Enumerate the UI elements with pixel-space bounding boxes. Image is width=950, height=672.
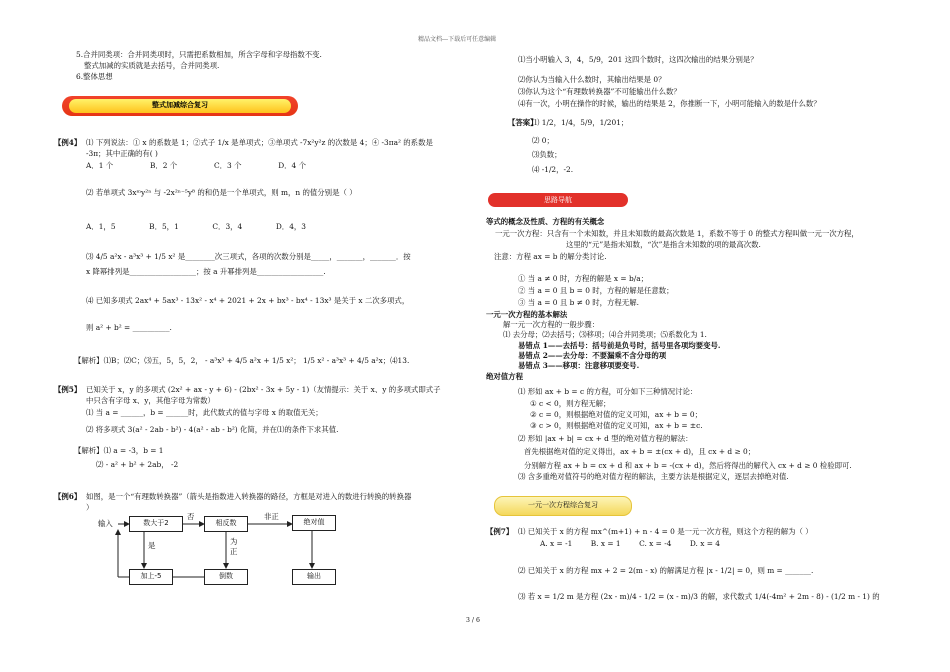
option-d: D．4，3 — [275, 222, 306, 231]
option-c: C．3 个 — [213, 161, 242, 170]
flow-no-label: 否 — [187, 512, 195, 521]
r-e3: 易错点 3——移项：注意移项要变号. — [518, 361, 640, 370]
option-a: A．1 个 — [86, 161, 114, 170]
r-heading-3: 绝对值方程 — [486, 372, 523, 381]
section-banner-equations — [494, 496, 632, 516]
option-d: D．4 个 — [278, 161, 306, 170]
r-p1b: 这里的“元”是指未知数，“次”是指含未知数的项的最高次数. — [566, 240, 761, 249]
r-answer-tag: 【答案】 — [508, 118, 538, 127]
ex5-s2: ⑵ 将多项式 3(a² - 2ab - b²) - 4(a² - ab - b²) 化简，并在⑴的条件下求其值. — [86, 425, 339, 434]
r-e1: 易错点 1——去括号：括号前是负号时，括号里各项均要变号. — [518, 341, 721, 350]
r-q3abs: ⑶ 含多重绝对值符号的绝对值方程的解法，主要方法是根据定义，逐层去掉绝对值. — [518, 472, 789, 481]
r-p3: 解一元一次方程的一般步骤： — [503, 320, 600, 329]
ex5-ans1: 【解析】⑴ a = -3，b = 1 — [74, 446, 164, 455]
r-q2b: 分别解方程 ax + b = cx + d 和 ax + b = -(cx + d)，然后将得出的解代入 cx + d ≥ 0 检验即可. — [524, 461, 852, 470]
banner-title: 整式加减综合复习 — [152, 101, 208, 109]
guide-title: 思路导航 — [544, 196, 572, 204]
ex4-q3b: x 降幂排列是__________________；按 a 升幂排列是__________________. — [86, 267, 326, 276]
r-q2: ⑵你认为当输入什么数时，其输出结果是 0？ — [518, 75, 666, 84]
flow-box-greater-than-2: 数大于2 — [129, 516, 183, 532]
r-q4: ⑷有一次，小明在操作的时候，输出的结果是 2，你推断一下，小明可能输入的数是什么数？ — [518, 99, 821, 108]
ex4-q1b: -3π；其中正确的有( ) — [86, 149, 158, 158]
r-e2: 易错点 2——去分母：不要漏乘不含分母的项 — [518, 351, 667, 360]
ex5-ans2: ⑵ - a² + b² + 2ab， -2 — [96, 460, 179, 469]
r-c3: ③ 当 a = 0 且 b ≠ 0 时，方程无解. — [518, 298, 639, 307]
option-b: B．5，1 — [149, 222, 179, 231]
r-q1: ⑴当小明输入 3，4，5/9，201 这四个数时，这四次输出的结果分别是？ — [518, 55, 758, 64]
r-ans3: ⑶负数； — [532, 150, 562, 159]
option-b: B．2 个 — [149, 161, 178, 170]
ex4-q2: ⑵ 若单项式 3xᵐy²ⁿ 与 -2x²ⁿ⁻⁵y⁸ 的和仍是一个单项式，则 m，n 的值分别是（ ） — [86, 188, 357, 197]
r-ans4: ⑷ -1/2，-2. — [532, 165, 574, 174]
option-c: C. x = -4 — [639, 539, 672, 548]
ex4-q3: ⑶ 4/5 a²x - a³x³ + 1/5 x² 是________次三项式，各项的次数分别是_____，_______，_______．按 — [86, 252, 411, 261]
ex4-answer: 【解析】⑴B；⑵C；⑶五，5，5，2， - a³x³ + 4/5 a²x + 1/5 x²； 1/5 x² - a³x³ + 4/5 a²x；⑷13. — [74, 356, 410, 365]
flow-box-output: 输出 — [292, 569, 336, 585]
ex6-tag: 【例6】 — [54, 492, 82, 501]
r-p1: 一元一次方程：只含有一个未知数，并且未知数的最高次数是 1，系数不等于 0 的整式方程叫做一元一次方程， — [495, 229, 859, 238]
flow-input-label: 输入 — [98, 519, 113, 528]
banner-title: 一元一次方程综合复习 — [528, 501, 598, 509]
flow-box-absolute: 绝对值 — [292, 515, 336, 531]
page-footer: 3 / 6 — [466, 617, 480, 624]
ex7-a: ⑴ 已知关于 x 的方程 mx^(m+1) + n - 4 = 0 是一元一次方程，则这个方程的解为（ ） — [518, 527, 813, 536]
flow-box-opposite: 相反数 — [204, 516, 248, 532]
r-q1b: ② c = 0，则根据绝对值的定义可知，ax + b = 0； — [530, 410, 702, 419]
ex4-q4b: 则 a² + b² = __________. — [86, 323, 172, 332]
flow-box-add-minus5: 加上-5 — [129, 569, 173, 585]
r-q1abs: ⑴ 形如 ax + b = c 的方程，可分如下三种情况讨论： — [518, 387, 698, 396]
ex6-q: 如图，是一个“有理数转换器”（箭头是指数进入转换器的路径，方框是对进入的数进行转换的转换器 — [86, 492, 412, 501]
r-q3: ⑶你认为这个“有理数转换器”不可能输出什么数？ — [518, 87, 681, 96]
r-heading-2: 一元一次方程的基本解法 — [486, 310, 568, 319]
item-5b: 整式加减的实质就是去括号，合并同类项. — [84, 61, 220, 70]
ex5-q: 已知关于 x，y 的多项式 (2x² + ax - y + 6) - (2bx² - 3x + 5y - 1)（友情提示：关于 x、y 的多项式即式子 — [86, 385, 441, 394]
ex4-q1: ⑴ 下列说法：① x 的系数是 1；②式子 1/x 是单项式；③单项式 -7x²y²z 的次数是 4；④ -3πa² 的系数是 — [86, 138, 433, 147]
ex5-tag: 【例5】 — [54, 385, 82, 394]
option-a: A．1，5 — [86, 222, 116, 231]
r-q2abs: ⑵ 形如 |ax + b| = cx + d 型的绝对值方程的解法： — [518, 434, 693, 443]
option-c: C．3，4 — [212, 222, 243, 231]
ex7-tag: 【例7】 — [486, 527, 514, 536]
r-q1a: ① c < 0，则方程无解； — [530, 399, 611, 408]
ex6-q2: ） — [86, 503, 94, 512]
item-6: 6.整体思想 — [76, 72, 113, 81]
ex7-options — [540, 539, 720, 548]
option-a: A. x = -1 — [540, 539, 573, 548]
flow-yes-label: 是 — [148, 541, 156, 550]
r-c2: ② 当 a = 0 且 b = 0 时，方程的解是任意数； — [518, 286, 674, 295]
ex7-b: ⑵ 已知关于 x 的方程 mx + 2 = 2(m - x) 的解满足方程 |x - 1/2| = 0，则 m = _______. — [518, 566, 814, 575]
ex5-q2: 中只含有字母 x、y，其他字母为常数） — [86, 396, 215, 405]
r-ans2: ⑵ 0； — [532, 136, 554, 145]
flow-nonpositive-label: 非正 — [264, 512, 279, 521]
option-b: B. x = 1 — [590, 539, 621, 548]
ex5-s1: ⑴ 当 a = ______，b = ______时，此代数式的值与字母 x 的取值无关； — [86, 408, 323, 417]
r-q1c: ③ c > 0，则根据绝对值的定义可知，ax + b = ±c. — [530, 421, 703, 430]
ex4-q4: ⑷ 已知多项式 2ax⁴ + 5ax³ - 13x² - x⁴ + 2021 + 2x + bx³ - bx⁴ - 13x³ 是关于 x 二次多项式， — [86, 296, 410, 305]
flow-positive-label-2: 正 — [230, 547, 238, 556]
item-5: 5.合并同类项：合并同类项时，只需把系数相加，所含字母和字母指数不变. — [76, 50, 322, 59]
ex4-tag: 【例4】 — [54, 138, 82, 147]
r-heading-1: 等式的概念及性质、方程的有关概念 — [486, 217, 605, 226]
r-p2: 注意：方程 ax = b 的解分类讨论. — [494, 252, 607, 261]
flow-box-reciprocal: 倒数 — [204, 569, 248, 585]
page-header: 精品文档---下载后可任意编辑 — [418, 36, 497, 43]
section-guide-banner — [488, 193, 628, 207]
r-q2a: 首先根据绝对值的定义得出，ax + b = ±(cx + d)，且 cx + d ≥ 0； — [524, 447, 756, 456]
ex7-c: ⑶ 若 x = 1/2 m 是方程 (2x - m)/4 - 1/2 = (x - m)/3 的解，求代数式 1/4(-4m² + 2m - 8) - (1/2 m - 1) 的 — [518, 592, 880, 601]
option-d: D. x = 4 — [689, 539, 720, 548]
r-ans1: ⑴ 1/2，1/4，5/9，1/201； — [532, 118, 629, 127]
r-c1: ① 当 a ≠ 0 时，方程的解是 x = b/a； — [518, 274, 648, 283]
r-p4: ⑴ 去分母；⑵去括号；⑶移项；⑷合并同类项；⑸系数化为 1. — [503, 330, 707, 339]
flow-positive-label-1: 为 — [230, 537, 238, 546]
